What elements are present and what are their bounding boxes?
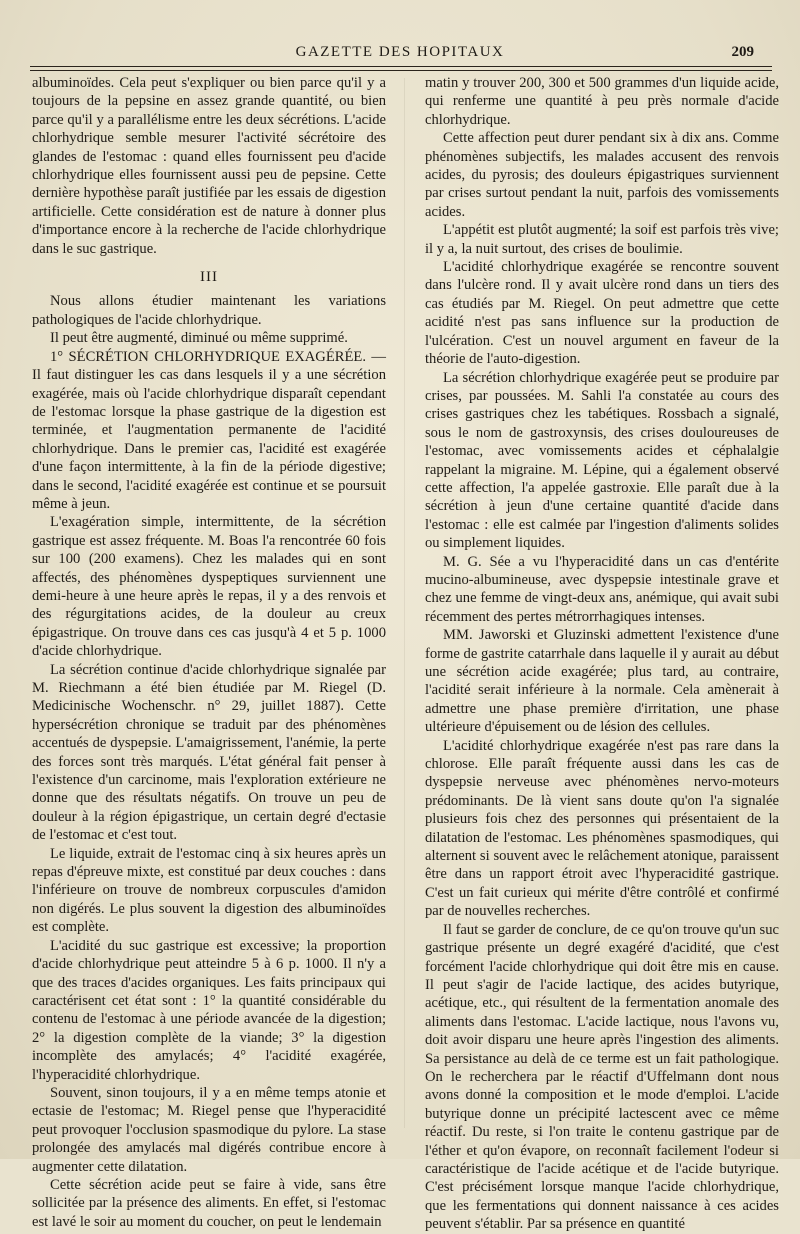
paragraph: L'acidité du suc gastrique est excessive; la proportion d'acide chlorhydrique peut atteindre 5 à 6 p. 1000. Il n'y a que des traces d'acides organiques. Les faits principaux qui caractérisent cet état sont : 1° la quantité considérable du contenu de l'estomac à une période avancée de la digestion; 2° la digestion complète de la viande; 3° la digestion incomplète des amylacés; 4° l'acidité exagérée, l'hyperacidité chlorhydrique. [32, 937, 386, 1083]
paragraph: matin y trouver 200, 300 et 500 grammes d'un liquide acide, qui renferme une quantité à peu près normale d'acide chlorhydrique. [425, 75, 779, 128]
paragraph: Cette sécrétion acide peut se faire à vide, sans être sollicitée par la présence des aliments. En effet, si l'estomac est lavé le soir au moment du coucher, on peut le lendemain [32, 1176, 386, 1230]
paragraph: Souvent, sinon toujours, il y a en même temps atonie et ectasie de l'estomac; M. Riegel pense que l'hyperacidité peut provoquer l'occlusion spasmodique du pylore. La stase prolongée des amylacés mal digérés contribue encore à augmenter cette dilatation. [32, 1084, 386, 1175]
paragraph: Cette affection peut durer pendant six à dix ans. Comme phénomènes subjectifs, les malades accusent des renvois acides, du pyrosis; des douleurs épigastriques surviennent par crises surtout pendant la nuit, parfois des vomissements acides. [425, 130, 779, 220]
right-column [425, 74, 779, 1234]
paragraph: L'acidité chlorhydrique exagérée se rencontre souvent dans l'ulcère rond. Il y avait ulcère rond dans un tiers des cas étudiés par M. Riegel. On peut admettre que cette acidité n'est pas sans influence sur la production de l'ulcération. C'est un nouvel argument en faveur de la théorie de l'auto-digestion. [425, 259, 779, 368]
header-rule-thin [30, 70, 772, 71]
paragraph: Il peut être augmenté, diminué ou même supprimé. [50, 330, 348, 347]
paragraph: L'exagération simple, intermittente, de la sécrétion gastrique est assez fréquente. M. Boas l'a rencontrée 60 fois sur 100 (200 examens). Chez les malades qui en sont affectés, des phénomènes dyspeptiques surviennent une demi-heure à une heure après le repas, il y a des renvois et des régurgitations acides, de la douleur au creux épigastrique. On trouve dans ces cas jusqu'à 4 et 5 p. 1000 d'acide chlorhydrique. [32, 514, 386, 660]
paragraph: MM. Jaworski et Gluzinski admettent l'existence d'une forme de gastrite catarrhale dans laquelle il y aurait au début une sécrétion acide exagérée; plus tard, au contraire, l'acidité serait inférieure à la normale. Cela amènerait à admettre une phase première d'irritation, une phase ultérieure d'épuisement ou de lésion des cellules. [425, 627, 779, 736]
paragraph: Il faut se garder de conclure, de ce qu'on trouve qu'un suc gastrique présente un degré exagéré d'acidité, que c'est forcément l'acide chlorhydrique qui doit être mis en cause. Il peut s'agir de l'acide lactique, des acides butyrique, acétique, etc., qui résultent de la fermentation anomale des aliments dans l'estomac. L'acide lactique, nous l'avons vu, doit avoir disparu une heure après l'ingestion des aliments. Sa persistance au delà de ce terme est un fait pathologique. On le recherchera par le réactif d'Uffelmann dont nous avons donné la composition et le mode d'emploi. L'acide butyrique donne un précipité lactescent avec ce même réactif. Du reste, si l'on traite le contenu gastrique par de l'éther et qu'on évapore, on reconnaît facilement l'odeur si caractéristique de l'acide acétique et de l'acide butyrique. C'est précisément lorsque manque l'acide chlorhydrique, que les fermentations qui donnent naissance à ces acides peuvent s'établir. Par sa présence en quantité [425, 921, 779, 1233]
column-gutter [404, 78, 405, 1128]
paragraph: Nous allons étudier maintenant les variations pathologiques de l'acide chlorhydrique. [32, 293, 386, 328]
paragraph: La sécrétion chlorhydrique exagérée peut se produire par crises, par poussées. M. Sahli l'a constatée au cours des crises gastriques chez les tabétiques. Rossbach a signalé, sous le nom de gastroxynsis, des crises douloureuses de l'estomac, avec vomissements acides et céphalalgie rappelant la migraine. M. Lépine, qui a également observé cette affection, l'a appelée gastroxie. Elle paraît due à la sécrétion à jeun d'une certaine quantité d'acide dans l'estomac : elle est calmée par l'ingestion d'aliments solides ou simplement liquides. [425, 369, 779, 552]
paragraph: L'appétit est plutôt augmenté; la soif est parfois très vive; il y a, la nuit surtout, des crises de boulimie. [425, 222, 779, 257]
paragraph: albuminoïdes. Cela peut s'expliquer ou bien parce qu'il y a toujours de la pepsine en assez grande quantité, ou bien parce qu'il y a parallélisme entre les deux sécrétions. L'acide chlorhydrique semble mesurer l'activité sécrétoire des glandes de l'estomac : quand elles fournissent peu d'acide chlorhydrique elles fournissent aussi peu de pepsine. Cette dernière hypothèse paraît justifiée par les essais de digestion artificielle. Cette considération est de nature à donner plus d'importance encore à la recherche de l'acide chlorhydrique dans le suc gastrique. [32, 75, 386, 257]
paragraph: M. G. Sée a vu l'hyperacidité dans un cas d'entérite mucino-albumineuse, avec dyspepsie intestinale grave et chez une femme de vingt-deux ans, anémique, qui avait subi récemment des pertes métrorrhagiques intenses. [425, 553, 779, 625]
page-header [30, 40, 770, 66]
paragraph: La sécrétion continue d'acide chlorhydrique signalée par M. Riechmann a été bien étudiée par M. Riegel (D. Medicinische Wochenschr. n° 29, juillet 1887). Cette hypersécrétion chronique se traduit par des phénomènes accentués de dyspepsie. L'amaigrissement, l'anémie, la perte des forces sont très marqués. L'état général fait penser à l'existence d'un carcinome, mais l'exploration extérieure ne donne que des résultats négatifs. On trouve un peu de douleur à la région épigastrique, un certain degré d'ectasie de l'estomac et c'est tout. [32, 661, 386, 844]
section-heading: III [200, 269, 218, 286]
header-rule [30, 66, 772, 67]
page-number: 209 [731, 44, 754, 60]
paragraph: L'acidité chlorhydrique exagérée n'est pas rare dans la chlorose. Elle paraît fréquente aussi dans les cas de dyspepsie nerveuse avec phénomènes nervo-moteurs prédominants. De là vient sans doute qu'on l'a signalée plusieurs fois chez des personnes qui présentaient de la dilatation de l'estomac. Les phénomènes spasmodiques, qui alternent si souvent avec le relâchement atonique, paraissent être dans un rapport étroit avec l'hyperacidité gastrique. C'est un fait curieux qui mérite d'être contrôlé et confirmé par de nouvelles recherches. [425, 737, 779, 920]
paragraph: 1° SÉCRÉTION CHLORHYDRIQUE EXAGÉRÉE. — Il faut distinguer les cas dans lesquels il y a une sécrétion exagérée, mais où l'acide chlorhydrique disparaît cependant de l'estomac lorsque la phase gastrique de la digestion est terminée, et l'augmentation permanente de l'acidité chlorhydrique. Dans le premier cas, l'acidité est exagérée d'une façon intermittente, à la fin de la période digestive; dans le second, l'acidité exagérée est continue et se poursuit même à jeun. [32, 348, 386, 512]
left-column [32, 74, 386, 1231]
paragraph: Le liquide, extrait de l'estomac cinq à six heures après un repas d'épreuve mixte, est constitué par deux couches : dans l'inférieure on trouve de nombreux corpuscules d'amidon non digérés. Le plus souvent la digestion des albuminoïdes est complète. [32, 845, 386, 936]
journal-title: GAZETTE DES HOPITAUX [295, 44, 505, 60]
